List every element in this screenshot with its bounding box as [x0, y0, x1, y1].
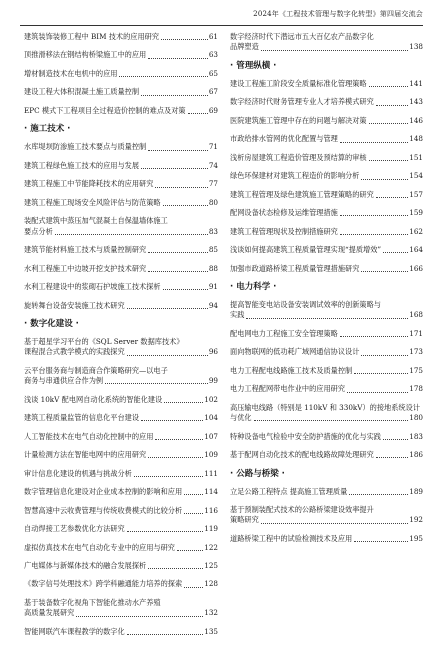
leader-dots [127, 531, 204, 532]
entry-title-line: 实践 [230, 310, 245, 320]
page-number: 162 [409, 226, 423, 236]
leader-dots [141, 95, 208, 96]
leader-dots [184, 494, 203, 495]
toc-entry[interactable] [24, 395, 218, 405]
entry-title: 建设工程大体积混凝土施工质量控制 [24, 87, 140, 97]
entry-title: 建筑工程绿色施工技术的应用与发展 [24, 160, 140, 170]
toc-entry[interactable] [24, 264, 218, 274]
leader-dots [127, 308, 208, 309]
toc-entry[interactable] [230, 264, 423, 274]
entry-title: 绿色环保建材对建筑工程造价的影响分析 [230, 171, 360, 181]
page-number: 116 [204, 505, 218, 515]
leader-dots [141, 168, 208, 169]
toc-entry[interactable] [24, 216, 218, 237]
leader-dots [184, 587, 203, 588]
leader-dots [148, 271, 208, 272]
leader-dots [261, 523, 409, 524]
toc-entry[interactable] [230, 450, 423, 460]
toc-entry[interactable] [24, 337, 218, 358]
page-number: 164 [409, 245, 423, 255]
entry-title: 建筑工程质量监管的信息化平台建设 [24, 413, 140, 423]
leader-dots [134, 476, 203, 477]
page-number: 91 [208, 282, 218, 292]
entry-title-line: 基于装备数字化视角下智能化推动水产养殖 [24, 597, 161, 607]
page-number: 154 [409, 171, 423, 181]
leader-dots [127, 634, 204, 635]
entry-title: 电力工程配网带电作业中的应用研究 [230, 384, 346, 394]
entry-title: EPC 模式下工程项目全过程造价控制的难点及对策 [24, 105, 186, 115]
leader-dots [349, 494, 408, 495]
leader-dots [376, 197, 409, 198]
entry-title: 浅析房屋建筑工程造价管理及预结算的审核 [230, 152, 367, 162]
toc-entry[interactable] [24, 32, 218, 42]
page-number: 128 [204, 579, 218, 589]
toc-entry[interactable] [24, 413, 218, 423]
entry-title: 水库堤坝防渗施工技术要点与质量控制 [24, 142, 147, 152]
entry-title: 智能网联汽车课程教学的数字化 [24, 626, 125, 636]
entry-title-line: 基于预制装配式技术的公路桥梁建设效率提升 [230, 505, 374, 515]
leader-dots [163, 205, 208, 206]
page-number: 148 [409, 134, 423, 144]
leader-dots [155, 187, 207, 188]
entry-title-line: 品牌塑造 [230, 42, 259, 52]
page-number: 69 [208, 105, 218, 115]
toc-entry[interactable] [230, 505, 423, 526]
page-number: 63 [208, 50, 218, 60]
toc-entry[interactable] [24, 179, 218, 189]
entry-title: 基于配网自动化技术的配电线路故障处理研究 [230, 450, 374, 460]
toc-right-column [230, 32, 423, 552]
journal-title: 2024年《工程技术管理与数字化转型》第四届交流会 [253, 10, 423, 18]
entry-title-line: 提高智能变电站设备安装调试效率的创新策略与 [230, 300, 381, 310]
toc-entry[interactable] [24, 87, 218, 97]
page-number: 74 [208, 160, 218, 170]
leader-dots [383, 252, 408, 253]
page-number: 192 [409, 515, 423, 525]
entry-title: 立足公路工程特点 提高施工管理质量 [230, 486, 348, 496]
leader-dots [354, 541, 408, 542]
toc-entry[interactable] [24, 142, 218, 152]
entry-title: 虚拟仿真技术在电气自动化专业中的应用与研究 [24, 542, 175, 552]
page-number: 125 [204, 561, 218, 570]
page-number: 183 [409, 431, 423, 441]
entry-title: 建筑装饰装修工程中 BIM 技术的应用研究 [24, 32, 160, 41]
running-header [20, 6, 423, 26]
entry-title-line: 数字经济时代下潜远市五大百亿农产品数字化 [230, 32, 374, 41]
leader-dots [369, 86, 409, 87]
leader-dots [361, 271, 408, 272]
entry-title-line: 与优化 [230, 413, 252, 423]
toc-entry[interactable] [230, 79, 423, 89]
page-number: 178 [409, 384, 423, 394]
toc-entry[interactable] [230, 171, 423, 181]
entry-title: 配电网电力工程施工安全管理策略 [230, 328, 338, 338]
toc-entry[interactable] [24, 432, 218, 442]
entry-title: 建设工程施工阶段安全质量标准化管理策略 [230, 78, 367, 88]
leader-dots [55, 234, 208, 235]
toc-entry[interactable] [230, 97, 423, 107]
page-number: 61 [208, 32, 218, 41]
leader-dots [261, 50, 409, 51]
leader-dots [184, 513, 203, 514]
toc-entry[interactable] [24, 627, 218, 637]
entry-title: 人工智能技术在电气自动化控制中的应用 [24, 431, 154, 441]
entry-title: 特种设备电气检验中安全防护措施的优化与实践 [230, 431, 381, 441]
leader-dots [148, 150, 208, 151]
page-number: 119 [204, 524, 218, 534]
page-number: 186 [409, 450, 423, 460]
entry-title: 广电媒体与新媒体技术的融合发展探析 [24, 561, 147, 570]
toc-entry[interactable] [24, 487, 218, 497]
page-number: 111 [204, 468, 218, 478]
page-number: 67 [208, 87, 218, 97]
entry-title: 水利工程施工中边坡开挖支护技术研究 [24, 263, 147, 273]
page-number: 171 [409, 328, 423, 338]
leader-dots [246, 318, 408, 319]
page-number: 166 [409, 263, 423, 273]
toc-entry[interactable] [230, 403, 423, 424]
leader-dots [376, 457, 409, 458]
entry-title-line: 要点分析 [24, 226, 53, 236]
entry-title-line: 商务与串通供应合作为例 [24, 376, 104, 386]
toc-entry[interactable] [24, 282, 218, 292]
leader-dots [141, 420, 203, 421]
leader-dots [340, 142, 408, 143]
page-number: 173 [409, 347, 423, 357]
page-number: 77 [208, 179, 218, 189]
toc-entry[interactable] [230, 227, 423, 237]
leader-dots [354, 373, 408, 374]
leader-dots [105, 383, 208, 384]
entry-title: 计量检测方法在智能电网中的应用研究 [24, 450, 147, 460]
entry-title-line: 课程混合式教学模式的实践探究 [24, 347, 125, 357]
leader-dots [188, 113, 208, 114]
toc-entry[interactable] [24, 598, 218, 619]
leader-dots [148, 58, 208, 59]
leader-dots [161, 39, 208, 40]
leader-dots [148, 568, 203, 569]
leader-dots [155, 439, 203, 440]
entry-title-line: 装配式建筑中蒸压加气混凝土自保温墙体施工 [24, 216, 168, 226]
page-number: 83 [208, 226, 218, 236]
entry-title: 配网设备状态检修及运维管理措施 [230, 208, 338, 218]
page-number: 96 [208, 347, 218, 357]
toc-entry[interactable] [24, 69, 218, 79]
entry-title-line: 高压输电线路（特别是 110kV 和 330kV）的接地系统设计 [230, 402, 420, 412]
section-heading: · 管理纵横 · [230, 60, 277, 71]
page-number: 195 [409, 533, 423, 543]
page-number: 85 [208, 245, 218, 255]
page-number: 180 [409, 413, 423, 423]
entry-title: 《数字信号处理技术》跨学科融通能力培养的探索 [24, 579, 183, 589]
page-number: 122 [204, 542, 218, 552]
entry-title: 医院建筑施工管理中存在的问题与解决对策 [230, 115, 367, 125]
page-number: 157 [409, 189, 423, 199]
toc-entry[interactable] [24, 469, 218, 479]
toc-entry[interactable] [24, 506, 218, 516]
toc-entry[interactable] [24, 450, 218, 460]
leader-dots [340, 215, 408, 216]
entry-title: 建筑工程管理及绿色建筑施工管理策略的研究 [230, 189, 374, 199]
toc-entry[interactable] [24, 106, 218, 116]
page-number: 71 [208, 142, 218, 152]
leader-dots [369, 123, 409, 124]
entry-title-line: 高质量发展研究 [24, 608, 75, 618]
leader-dots [76, 616, 203, 617]
leader-dots [347, 392, 408, 393]
entry-title-line: 策略研究 [230, 515, 259, 525]
leader-dots [148, 252, 208, 253]
toc-entry[interactable] [24, 524, 218, 534]
toc-entry[interactable] [230, 32, 423, 53]
page-number: 104 [204, 413, 218, 423]
entry-title: 智慧高速中云收费管理与传统收费模式的比较分析 [24, 505, 183, 515]
toc-entry[interactable] [24, 366, 218, 387]
entry-title: 数字管理信息化建设对企业成本控制的影响和应用 [24, 487, 183, 497]
entry-title-line: 基于超星学习平台的《SQL Server 数据库技术》 [24, 337, 184, 347]
page-number: 135 [204, 626, 218, 636]
toc-entry[interactable] [230, 134, 423, 144]
page-number: 132 [204, 608, 218, 618]
entry-title: 电力工程配电线路施工技术及质量控制 [230, 365, 353, 375]
leader-dots [164, 402, 203, 403]
leader-dots [148, 457, 203, 458]
entry-title: 建筑工程管理现状及控制措施研究 [230, 226, 338, 236]
page-number: 80 [208, 197, 218, 207]
page-number: 99 [208, 376, 218, 386]
leader-dots [383, 439, 408, 440]
toc-entry[interactable] [230, 432, 423, 442]
leader-dots [119, 76, 207, 77]
leader-dots [254, 420, 409, 421]
leader-dots [163, 289, 208, 290]
toc-entry[interactable] [24, 301, 218, 311]
toc-entry[interactable] [230, 300, 423, 321]
toc-entry[interactable] [230, 208, 423, 218]
toc-entry[interactable] [24, 50, 218, 60]
page-number: 102 [204, 394, 218, 404]
page-number: 151 [409, 152, 423, 162]
entry-title: 面向物联网的低功耗广域网通信协议设计 [230, 347, 360, 357]
toc-entry[interactable] [230, 329, 423, 339]
page-number: 189 [409, 486, 423, 496]
toc-entry[interactable] [230, 534, 423, 544]
toc-entry[interactable] [230, 153, 423, 163]
section-heading: · 数字化建设 · [24, 319, 79, 330]
entry-title: 建筑工程施工中节能降耗技术的应用研究 [24, 179, 154, 189]
page-number: 141 [409, 78, 423, 88]
section-heading: · 施工技术 · [24, 124, 71, 135]
toc-entry[interactable] [24, 198, 218, 208]
page-number: 94 [208, 300, 218, 310]
toc-entry[interactable] [230, 366, 423, 376]
leader-dots [340, 336, 408, 337]
leader-dots [361, 355, 408, 356]
toc-entry[interactable] [24, 245, 218, 255]
entry-title: 旋转舞台设备安装施工技术研究 [24, 300, 125, 310]
entry-title: 市政给排水管网的优化配置与管理 [230, 134, 338, 144]
entry-title: 数字经济时代财务管理专业人才培养模式研究 [230, 97, 374, 107]
entry-title-line: 云平台服务商与制造商合作策略研究—以电子 [24, 365, 168, 375]
page-number: 146 [409, 115, 423, 125]
leader-dots [376, 105, 409, 106]
page-number: 114 [204, 487, 218, 497]
entry-title: 建筑工程施工现场安全风险评估与防范策略 [24, 197, 161, 207]
toc-entry[interactable] [230, 384, 423, 394]
leader-dots [361, 179, 408, 180]
toc-entry[interactable] [24, 579, 218, 589]
toc-left-column [24, 32, 218, 645]
toc-entry[interactable] [24, 161, 218, 171]
entry-title: 增材制造技术在电机中的应用 [24, 68, 118, 78]
toc-entry[interactable] [230, 245, 423, 255]
page-number: 175 [409, 365, 423, 375]
page-number: 109 [204, 450, 218, 460]
toc-entry[interactable] [24, 543, 218, 553]
leader-dots [177, 550, 203, 551]
entry-title: 浅谈 10kV 配电网自动化系统的智能化建设 [24, 394, 163, 404]
page-number: 107 [204, 431, 218, 441]
toc-entry[interactable] [24, 561, 218, 571]
section-heading: · 电力科学 · [230, 282, 277, 293]
page-number: 143 [409, 97, 423, 107]
entry-title: 道路桥梁工程中的试验检测技术及应用 [230, 533, 353, 543]
entry-title: 水利工程建设中的浆砌石护坡施工技术探析 [24, 282, 161, 292]
entry-title: 浅谈如何提高建筑工程质量管理实现“提质增效” [230, 245, 382, 255]
page-number: 65 [208, 68, 218, 78]
leader-dots [369, 160, 409, 161]
entry-title: 加强市政道路桥梁工程质量管理措施研究 [230, 263, 360, 273]
page-number: 138 [409, 42, 423, 52]
leader-dots [340, 234, 408, 235]
entry-title: 自动焊接工艺参数优化方法研究 [24, 524, 125, 534]
page-number: 88 [208, 263, 218, 273]
leader-dots [127, 355, 208, 356]
toc-entry[interactable] [230, 487, 423, 497]
section-heading: · 公路与桥梁 · [230, 468, 285, 479]
toc-entry[interactable] [230, 347, 423, 357]
toc-entry[interactable] [230, 116, 423, 126]
toc-entry[interactable] [230, 190, 423, 200]
entry-title: 顶推滑移法在钢结构桥梁施工中的应用 [24, 50, 147, 60]
entry-title: 审计信息化建设的机遇与挑战分析 [24, 468, 132, 478]
entry-title: 建筑节能材料施工技术与质量控制研究 [24, 245, 147, 255]
page-number: 159 [409, 208, 423, 218]
page-number: 168 [409, 310, 423, 320]
